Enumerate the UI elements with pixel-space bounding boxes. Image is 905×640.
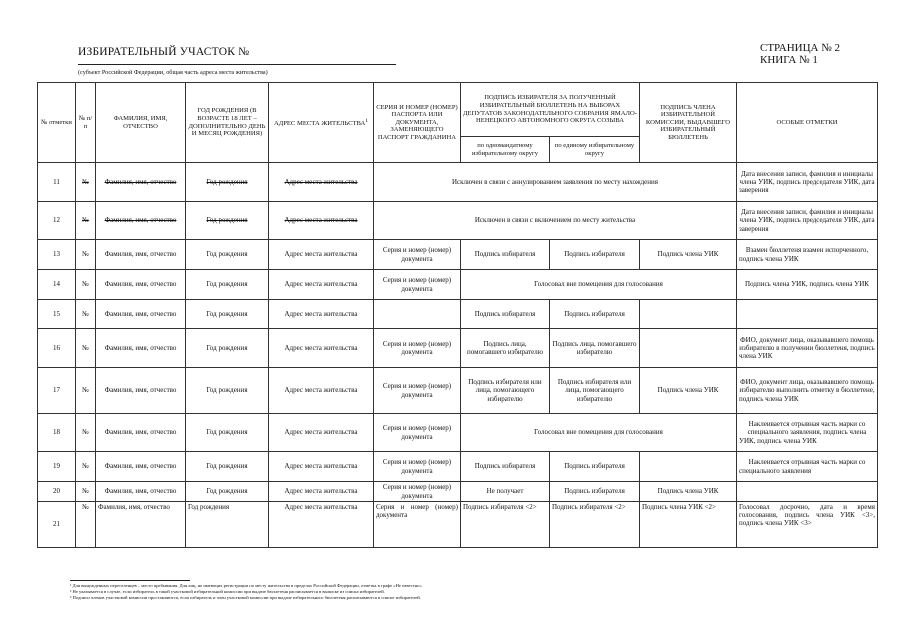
table-row: 18 № Фамилия, имя, отчество Год рождения Адрес места жительства Серия и номер (номер) документа Голосовал вне помещения для голосования Наклеивается отрывная часть марки со специального заявления, подпись члена УИК, подпись члена УИК <box>38 414 878 452</box>
special-note: ФИО, документ лица, оказывавшего помощь избирателю в получении бюллетеня, подпись члена УИК <box>737 329 878 368</box>
footnote-3: ³ Подписи членов участковой комиссии проставляются, если избиратель и член участковой комиссии при выдаче избирательного бюллетеня расписываются в списке избирателей. <box>70 595 421 600</box>
footnote-separator <box>70 580 190 581</box>
col-pp: № п/п <box>76 83 96 163</box>
table-row: 16 № Фамилия, имя, отчество Год рождения Адрес места жительства Серия и номер (номер) документа Подпись лица, помогавшего избирателю Подпись лица, помогавшего избирателю ФИО, документ лица, оказывавшего помощь избирателю в получении бюллетеня, подпись члена УИК <box>38 329 878 368</box>
page-book-info <box>760 42 840 66</box>
subject-caption: (субъект Российской Федерации, общая часть адреса места жительства) <box>78 69 268 76</box>
special-note: Голосовал досрочно, дата и время голосования, подпись члена УИК <3>, подпись члена УИК <3> <box>737 502 878 548</box>
header-left <box>78 42 249 60</box>
table-row: 11 № Фамилия, имя, отчество Год рождения Адрес места жительства Исключен в связи с аннулированием заявления по месту нахождения Дата внесения записи, фамилия и инициалы члена УИК, подпись председателя УИК, дата заверения <box>38 163 878 202</box>
footnote-1: ¹ Для вынужденных переселенцев – место пребывания. Для лиц, не имеющих регистрации по месту жительства в пределах Российской Федерации, отметка в графе «Не известно» <box>70 583 422 588</box>
col-passport: СЕРИЯ И НОМЕР (НОМЕР) ПАСПОРТА ИЛИ ДОКУМЕНТА, ЗАМЕНЯЮЩЕГО ПАСПОРТ ГРАЖДАНИНА <box>374 83 461 163</box>
book-number: КНИГА № 1 <box>760 54 818 66</box>
merged-status: Голосовал вне помещения для голосования <box>461 270 737 300</box>
subject-line <box>78 64 396 65</box>
special-note: Наклеивается отрывная часть марки со специального заявления <box>737 452 878 482</box>
voter-list-table <box>37 82 878 548</box>
page-number: СТРАНИЦА № 2 <box>760 42 840 54</box>
col-name: ФАМИЛИЯ, ИМЯ, ОТЧЕСТВО <box>96 83 186 163</box>
merged-status: Исключен в связи с включением по месту жительства <box>374 202 737 240</box>
special-note: Подпись члена УИК, подпись члена УИК <box>737 270 878 300</box>
col-sig-single: по одномандатному избирательному округу <box>461 137 550 163</box>
table-row: 14 № Фамилия, имя, отчество Год рождения Адрес места жительства Серия и номер (номер) документа Голосовал вне помещения для голосования Подпись члена УИК, подпись члена УИК <box>38 270 878 300</box>
table-row: 21 № Фамилия, имя, отчество Год рождения Адрес места жительства Серия и номер (номер) документа Подпись избирателя <2> Подпись избирателя <2> Подпись члена УИК <2> Голосовал досрочно, дата и время голосования, подпись члена УИК <3>, подпись члена УИК <3> <box>38 502 878 548</box>
special-note: Дата внесения записи, фамилия и инициалы члена УИК, подпись председателя УИК, дата заверения <box>737 163 878 202</box>
col-signature-group: ПОДПИСЬ ИЗБИРАТЕЛЯ ЗА ПОЛУЧЕННЫЙ ИЗБИРАТЕЛЬНЫЙ БЮЛЛЕТЕНЬ НА ВЫБОРАХ ДЕПУТАТОВ ЗАКОНОДАТЕЛЬНОГО СОБРАНИЯ ЯМАЛО-НЕНЕЦКОГО АВТОНОМНОГО ОКРУГА СОЗЫВА <box>461 83 640 137</box>
col-sig-unified: по единому избирательному округу <box>550 137 640 163</box>
table-row: 15 № Фамилия, имя, отчество Год рождения Адрес места жительства Подпись избирателя Подпись избирателя <box>38 300 878 329</box>
col-commission: ПОДПИСЬ ЧЛЕНА ИЗБИРАТЕЛЬНОЙ КОМИССИИ, ВЫДАВШЕГО ИЗБИРАТЕЛЬНЫЙ БЮЛЛЕТЕНЬ <box>640 83 737 163</box>
col-birth: ГОД РОЖДЕНИЯ (В ВОЗРАСТЕ 18 ЛЕТ – ДОПОЛНИТЕЛЬНО ДЕНЬ И МЕСЯЦ РОЖДЕНИЯ) <box>186 83 269 163</box>
table-row: 13 № Фамилия, имя, отчество Год рождения Адрес места жительства Серия и номер (номер) документа Подпись избирателя Подпись избирателя Подпись члена УИК Взамен бюллетеня взамен испорченного, подпись члена УИК <box>38 240 878 270</box>
table-row: 20 № Фамилия, имя, отчество Год рождения Адрес места жительства Серия и номер (номер) документа Не получает Подпись избирателя Подпись члена УИК <box>38 482 878 502</box>
footnote-2: ² Не указывается в случае, если избиратель в такой участковой избирательной комиссии при выдаче бюллетеня расписывается в выписке из списка избирателей. <box>70 589 385 594</box>
special-note: ФИО, документ лица, оказывавшего помощь избирателю выполнить отметку в бюллетене, подпись члена УИК <box>737 368 878 414</box>
col-row-no: № отметки <box>38 83 76 163</box>
merged-status: Голосовал вне помещения для голосования <box>461 414 737 452</box>
polling-station-title: ИЗБИРАТЕЛЬНЫЙ УЧАСТОК № <box>78 46 250 58</box>
col-address: АДРЕС МЕСТА ЖИТЕЛЬСТВА$^1$ <box>269 83 374 163</box>
special-note: Наклеивается отрывная часть марки со специального заявления, подпись члена УИК, подпись члена УИК <box>737 414 878 452</box>
special-note: Дата внесения записи, фамилия и инициалы члена УИК, подпись председателя УИК, дата заверения <box>737 202 878 240</box>
merged-status: Исключен в связи с аннулированием заявления по месту нахождения <box>374 163 737 202</box>
table-row: 12 № Фамилия, имя, отчество Год рождения Адрес места жительства Исключен в связи с включением по месту жительства Дата внесения записи, фамилия и инициалы члена УИК, подпись председателя УИК, дата заверения <box>38 202 878 240</box>
table-row: 17 № Фамилия, имя, отчество Год рождения Адрес места жительства Серия и номер (номер) документа Подпись избирателя или лица, помогающего избирателю Подпись избирателя или лица, помогающего избирателю Подпись члена УИК ФИО, документ лица, оказывавшего помощь избирателю выполнить отметку в бюллетене, подпись члена УИК <box>38 368 878 414</box>
footnotes <box>70 583 870 601</box>
table-row: 19 № Фамилия, имя, отчество Год рождения Адрес места жительства Серия и номер (номер) документа Подпись избирателя Подпись избирателя Наклеивается отрывная часть марки со специального заявления <box>38 452 878 482</box>
col-notes: ОСОБЫЕ ОТМЕТКИ <box>737 83 878 163</box>
special-note: Взамен бюллетеня взамен испорченного, подпись члена УИК <box>737 240 878 270</box>
